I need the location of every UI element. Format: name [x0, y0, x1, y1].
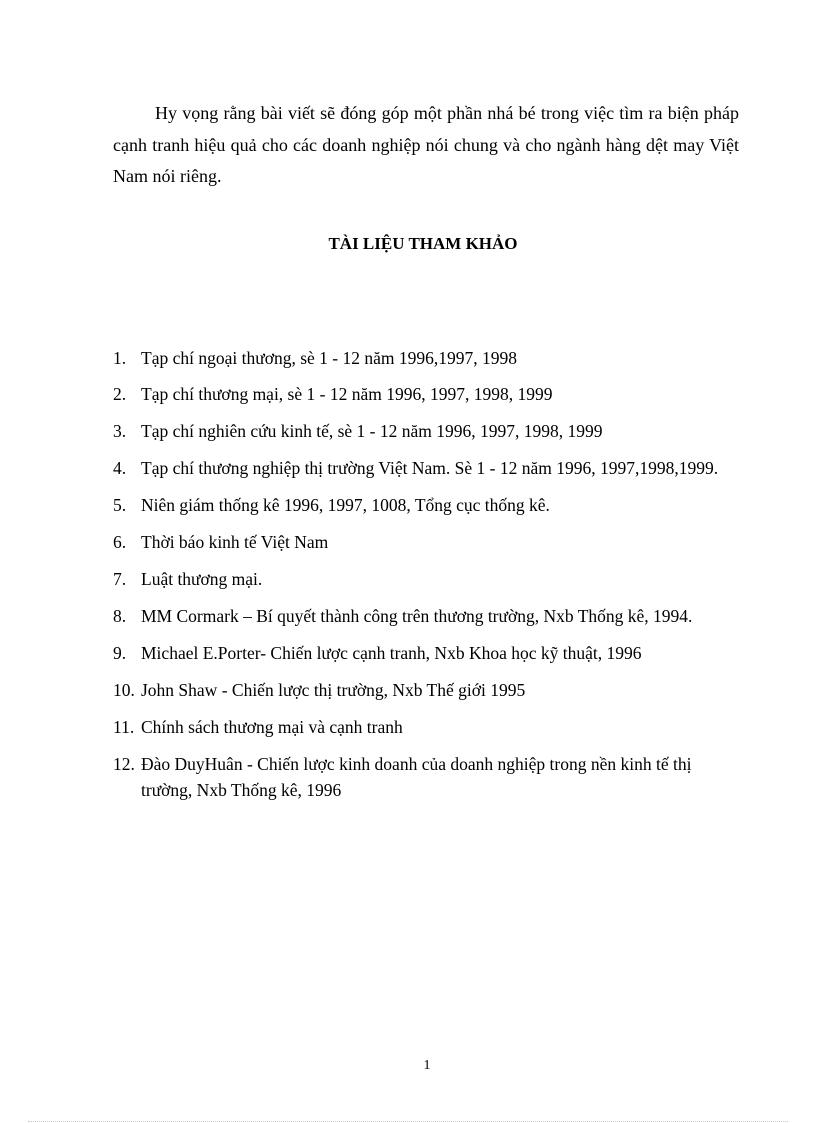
references-heading: TÀI LIỆU THAM KHẢO	[328, 234, 518, 253]
reference-number: 8.	[113, 606, 127, 626]
reference-number: 11.	[113, 717, 135, 737]
reference-item	[113, 492, 733, 518]
reference-text: Tạp chí ngoại thương, sè 1 - 12 năm 1996,1997, 1998	[141, 348, 517, 368]
reference-item	[113, 566, 733, 592]
reference-item	[113, 381, 733, 407]
reference-number: 10.	[113, 680, 135, 700]
reference-item	[113, 677, 733, 703]
reference-number: 7.	[113, 569, 127, 589]
reference-text: Tạp chí nghiên cứu kinh tế, sè 1 - 12 năm 1996, 1997, 1998, 1999	[141, 421, 603, 441]
reference-number: 12.	[113, 754, 135, 774]
reference-item	[113, 345, 733, 371]
page-number: 1	[423, 1058, 431, 1073]
reference-number: 9.	[113, 643, 127, 663]
reference-number: 4.	[113, 458, 127, 478]
reference-number: 5.	[113, 495, 127, 515]
reference-item	[113, 751, 733, 803]
reference-text: Chính sách thương mại và cạnh tranh	[141, 717, 403, 737]
reference-text: Tạp chí thương nghiệp thị trường Việt Nam. Sè 1 - 12 năm 1996, 1997,1998,1999.	[141, 458, 719, 478]
reference-item	[113, 529, 733, 555]
reference-number: 2.	[113, 384, 127, 404]
reference-text: Thời báo kinh tế Việt Nam	[141, 532, 329, 552]
reference-item	[113, 714, 733, 740]
reference-text: Niên giám thống kê 1996, 1997, 1008, Tổng cục thống kê.	[141, 495, 550, 515]
reference-text: Đào DuyHuân - Chiến lược kinh doanh của doanh nghiệp trong nền kinh tế thị trường, Nxb Thống kê, 1996	[141, 754, 692, 800]
reference-item	[113, 455, 733, 481]
reference-text: MM Cormark – Bí quyết thành công trên thương trường, Nxb Thống kê, 1994.	[141, 606, 693, 626]
reference-text: Luật thương mại.	[141, 569, 263, 589]
reference-item	[113, 603, 733, 629]
reference-text: Tạp chí thương mại, sè 1 - 12 năm 1996, 1997, 1998, 1999	[141, 384, 553, 404]
reference-number: 6.	[113, 532, 127, 552]
reference-text: John Shaw - Chiến lược thị trường, Nxb Thế giới 1995	[141, 680, 526, 700]
reference-number: 3.	[113, 421, 127, 441]
reference-list	[113, 345, 733, 803]
reference-item	[113, 640, 733, 666]
reference-text: Michael E.Porter- Chiến lược cạnh tranh, Nxb Khoa học kỹ thuật, 1996	[141, 643, 642, 663]
reference-item	[113, 418, 733, 444]
page-bottom-edge	[28, 1121, 788, 1122]
intro-paragraph: Hy vọng rằng bài viết sẽ đóng góp một phần nhá bé trong việc tìm ra biện pháp cạnh tranh hiệu quả cho các doanh nghiệp nói chung và cho ngành hàng dệt may Việt Nam nói riêng.	[113, 103, 739, 186]
reference-number: 1.	[113, 348, 127, 368]
